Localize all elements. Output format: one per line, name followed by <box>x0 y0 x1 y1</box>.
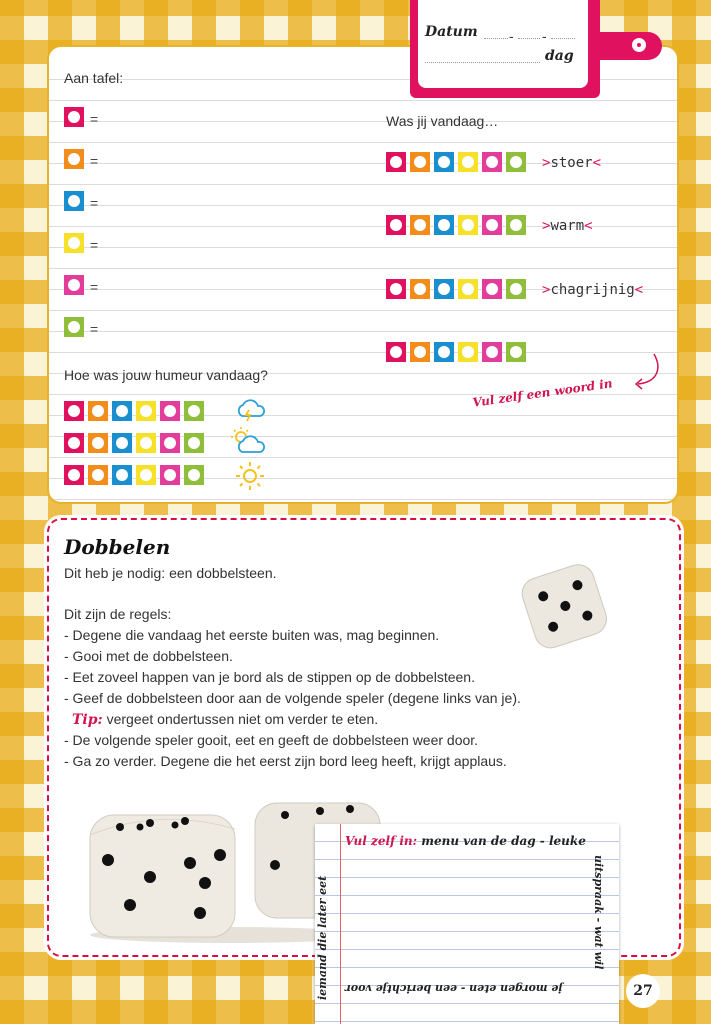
curved-arrow-icon <box>628 350 664 392</box>
cloud-sun-icon <box>230 426 266 456</box>
die-image <box>513 556 617 654</box>
dobbelen-need: Dit heb je nodig: een dobbelsteen. <box>64 565 277 581</box>
rule-item: - De volgende speler gooit, eet en geeft de dobbelsteen weer door. <box>64 732 479 748</box>
mood-row-warm[interactable] <box>386 215 526 235</box>
aan-tafel-label: Aan tafel: <box>64 70 124 86</box>
note-right-text: uitspraak - wat wil <box>592 855 605 970</box>
rule-item: - Eet zoveel happen van je bord als de stippen op de dobbelsteen. <box>64 669 475 685</box>
date-field-year[interactable] <box>551 38 575 39</box>
mood-word-warm: >warm< <box>542 218 593 234</box>
color-square-yellow <box>64 233 84 253</box>
cloud-rain-icon <box>234 398 266 424</box>
color-square-blue <box>64 191 84 211</box>
rules-heading: Dit zijn de regels: <box>64 606 172 622</box>
mood-word-stoer: >stoer< <box>542 155 602 171</box>
equals-sign: = <box>90 237 99 253</box>
datum-label: Datum <box>425 24 478 40</box>
color-square-magenta <box>64 275 84 295</box>
was-jij-vandaag-label: Was jij vandaag… <box>386 113 499 129</box>
equals-sign: = <box>90 321 99 337</box>
date-field-month[interactable] <box>518 38 540 39</box>
mood-row-chagrijnig[interactable] <box>386 279 526 299</box>
rule-item: - Gooi met de dobbelsteen. <box>64 648 233 664</box>
mood-row-stoer[interactable] <box>386 152 526 172</box>
date-field-day[interactable] <box>484 38 508 39</box>
equals-sign: = <box>90 195 99 211</box>
sun-icon <box>234 460 266 492</box>
tip-line: Tip: vergeet ondertussen niet om verder te eten. <box>72 711 379 728</box>
rule-item: - Geef de dobbelsteen door aan de volgende speler (degene links van je). <box>64 690 521 706</box>
color-square-pink <box>64 107 84 127</box>
note-bottom-text: je morgen eten - een berichtje voor <box>345 982 563 995</box>
mood-row-blank[interactable] <box>386 342 526 362</box>
humeur-row-rain[interactable] <box>64 401 204 421</box>
dobbelen-title: Dobbelen <box>64 535 171 559</box>
color-square-green <box>64 317 84 337</box>
equals-sign: = <box>90 111 99 127</box>
date-tag-handle <box>598 32 662 60</box>
note-top-text: Vul zelf in: menu van de dag - leuke <box>345 834 586 848</box>
humeur-question: Hoe was jouw humeur vandaag? <box>64 367 268 383</box>
fill-in-word-hint: Vul zelf een woord in <box>471 376 614 410</box>
humeur-row-cloud-sun[interactable] <box>64 433 204 453</box>
equals-sign: = <box>90 279 99 295</box>
equals-sign: = <box>90 153 99 169</box>
mood-word-chagrijnig: >chagrijnig< <box>542 282 644 298</box>
color-square-orange <box>64 149 84 169</box>
note-left-text: iemand die later eet <box>316 875 329 1000</box>
page-number: 27 <box>626 974 660 1008</box>
dag-field[interactable] <box>425 62 540 63</box>
date-tag-hole <box>632 38 646 52</box>
dag-label: dag <box>545 48 574 64</box>
rule-item: - Ga zo verder. Degene die het eerst zijn bord leeg heeft, krijgt applaus. <box>64 753 507 769</box>
rule-item: - Degene die vandaag het eerste buiten was, mag beginnen. <box>64 627 440 643</box>
note-margin-line <box>340 824 341 1024</box>
humeur-row-sun[interactable] <box>64 465 204 485</box>
